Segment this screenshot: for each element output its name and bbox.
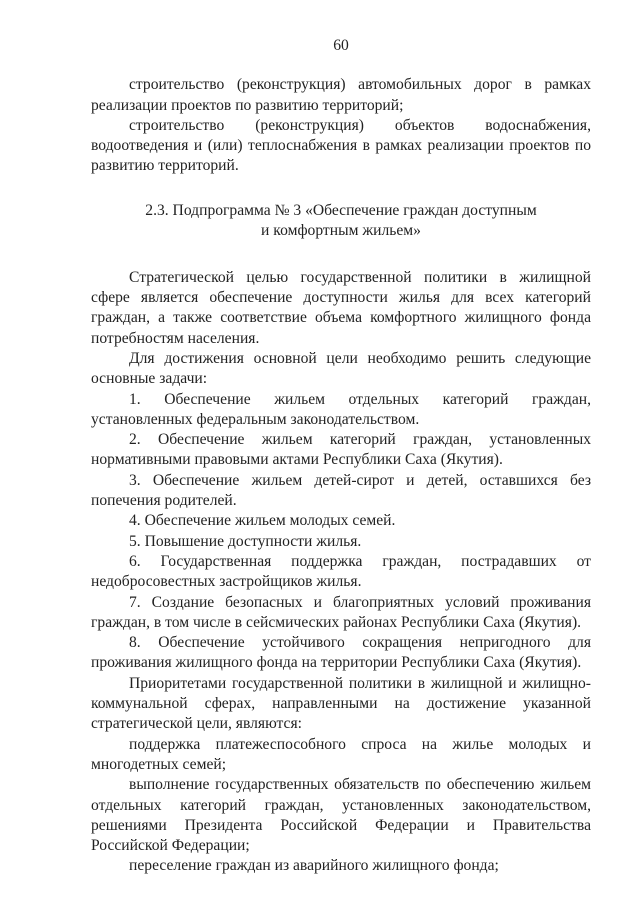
list-item: выполнение государственных обязательств по обеспечению жильем отдельных категорий граждан, установленных законодательством, решениями Президента Российской Федерации и Правительства Российской Федерации;	[91, 776, 591, 855]
paragraph: Стратегической целью государственной политики в жилищной сфере является обеспечение доступности жилья для всех категорий граждан, а также соответствие объема комфортного жилищного фонда потребностям населения.	[91, 268, 591, 347]
paragraph: строительство (реконструкция) автомобильных дорог в рамках реализации проектов по развитию территорий;	[91, 76, 591, 114]
list-item: 2. Обеспечение жильем категорий граждан, установленных нормативными правовыми актами Республики Саха (Якутия).	[91, 431, 591, 469]
paragraph: Приоритетами государственной политики в жилищной и жилищно-коммунальной сферах, направленными на достижение указанной стратегической цели, являются:	[91, 674, 591, 733]
list-item: 8. Обеспечение устойчивого сокращения непригодного для проживания жилищного фонда на территории Республики Саха (Якутия).	[91, 634, 591, 672]
list-item: 5. Повышение доступности жилья.	[129, 532, 362, 550]
paragraph: строительство (реконструкция) объектов водоснабжения, водоотведения и (или) теплоснабжения в рамках реализации проектов по развитию территорий.	[91, 116, 591, 175]
section-heading-line: 2.3. Подпрограмма № 3 «Обеспечение граждан доступным	[145, 201, 537, 219]
section-heading-line: и комфортным жильем»	[261, 222, 421, 240]
list-item: поддержка платежеспособного спроса на жилье молодых и многодетных семей;	[91, 735, 591, 773]
page-number: 60	[333, 37, 349, 54]
list-item: 3. Обеспечение жильем детей-сирот и детей, оставшихся без попечения родителей.	[91, 471, 591, 510]
paragraph: Для достижения основной цели необходимо решить следующие основные задачи:	[91, 349, 591, 388]
list-item: 4. Обеспечение жильем молодых семей.	[129, 512, 396, 530]
list-item: переселение граждан из аварийного жилищного фонда;	[129, 857, 499, 875]
section-heading	[91, 201, 591, 242]
list-item: 6. Государственная поддержка граждан, пострадавших от недобросовестных застройщиков жилья.	[91, 552, 591, 591]
list-item: 7. Создание безопасных и благоприятных условий проживания граждан, в том числе в сейсмических районах Республики Саха (Якутия).	[91, 593, 591, 631]
list-item: 1. Обеспечение жильем отдельных категорий граждан, установленных федеральным законодательством.	[91, 390, 591, 428]
